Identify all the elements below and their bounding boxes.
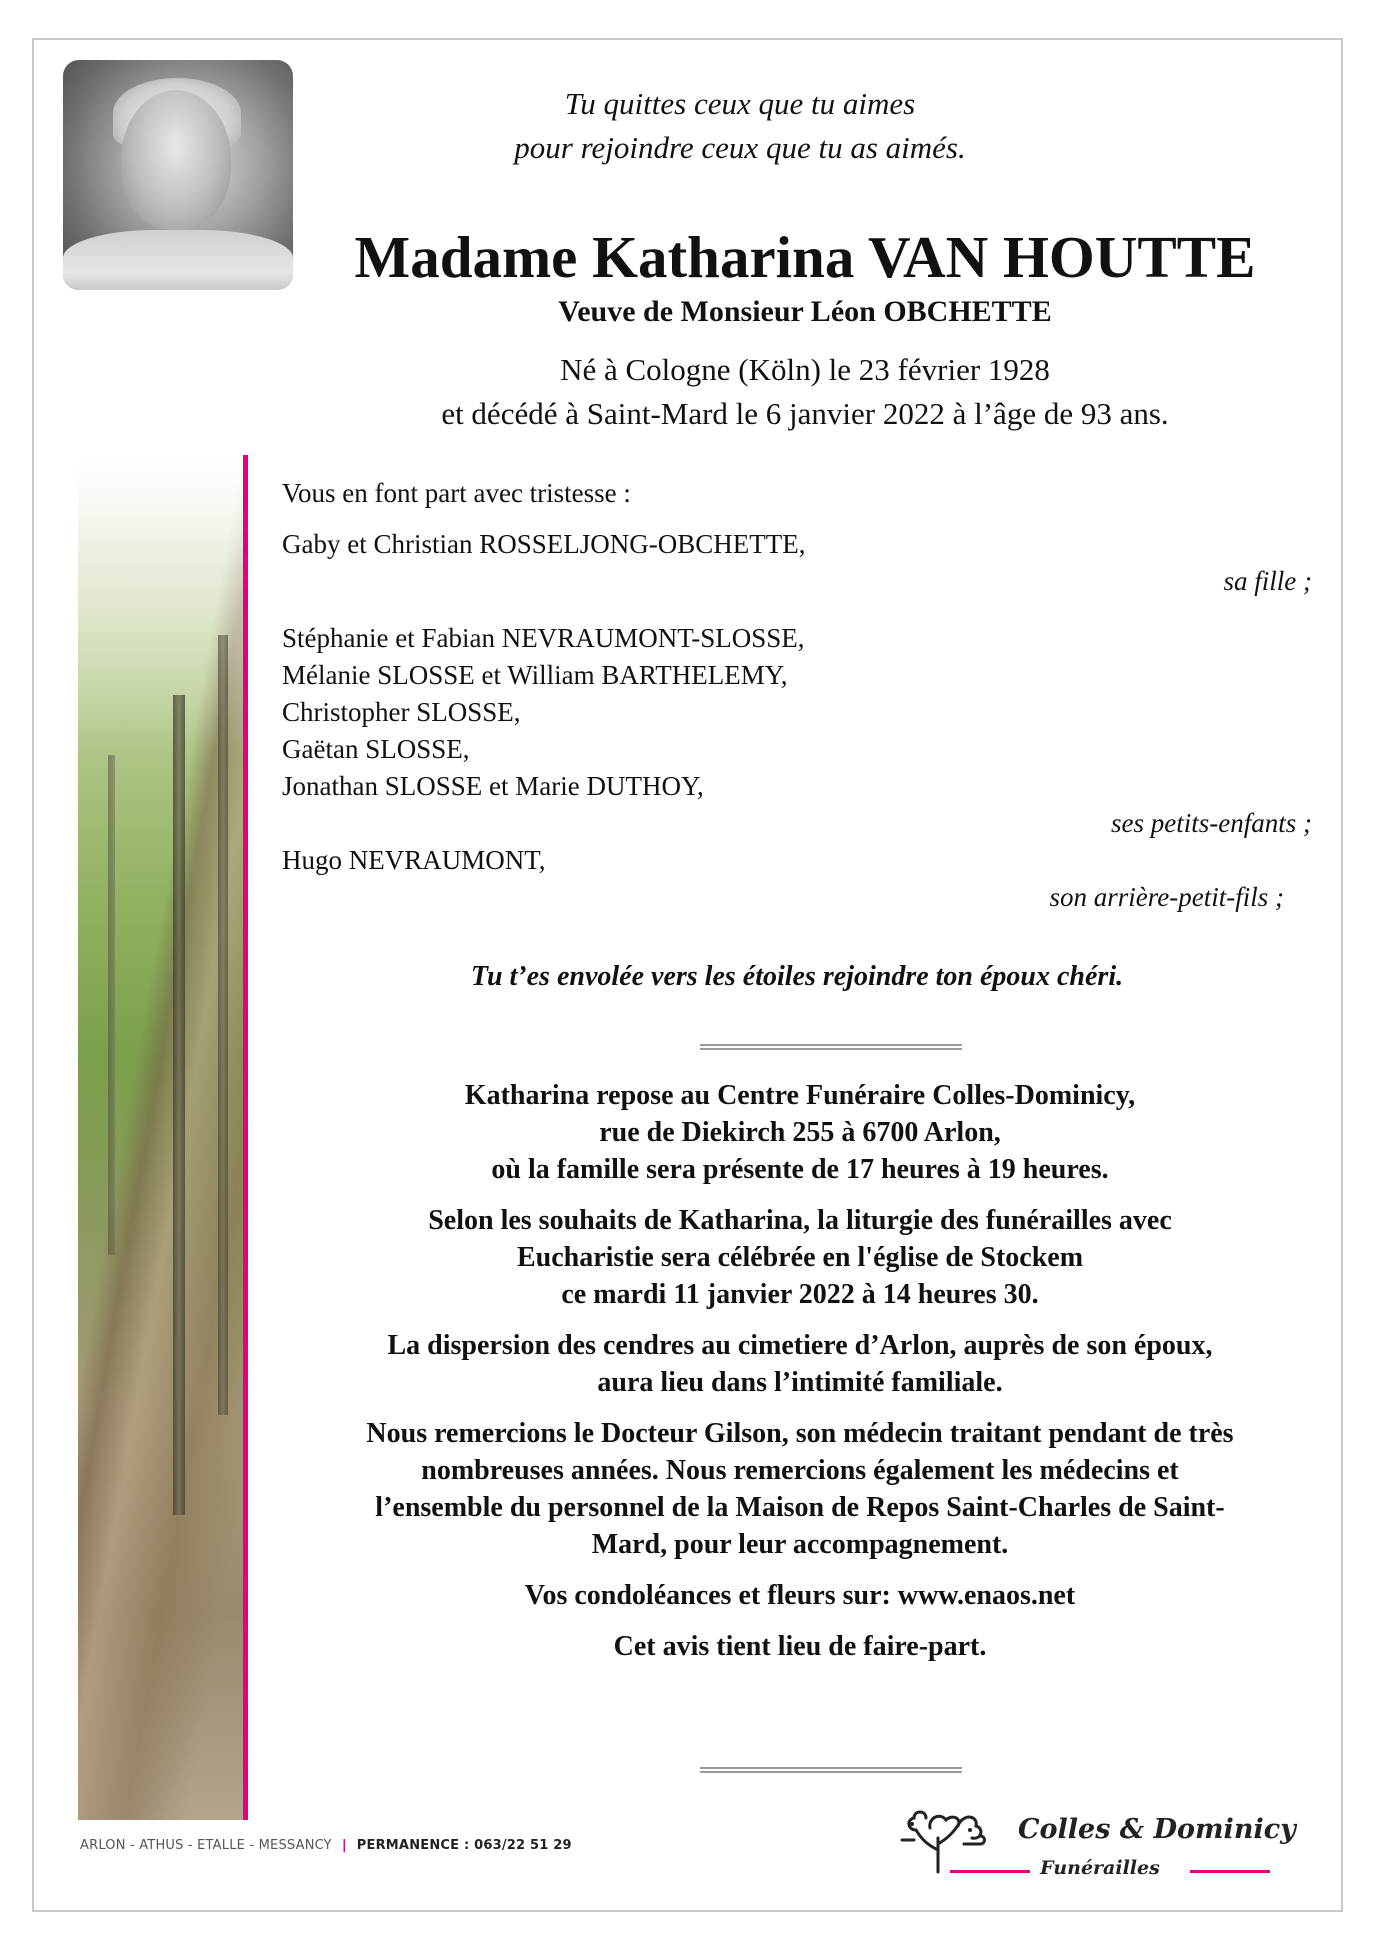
family-member: Mélanie SLOSSE et William BARTHELEMY, bbox=[282, 660, 788, 690]
relation-label: son arrière-petit-fils ; bbox=[1049, 882, 1284, 912]
ceremony-paragraph: Selon les souhaits de Katharina, la liturgie des funérailles avec Eucharistie sera célébrée en l'église de Stockem ce mardi 11 janvier 2022 à 14 heures 30. bbox=[428, 1205, 1172, 1310]
divider bbox=[700, 1767, 962, 1773]
opening-quote bbox=[480, 82, 1000, 170]
relation-label: ses petits-enfants ; bbox=[1111, 808, 1312, 838]
condolences-line: Vos condoléances et fleurs sur: www.enaos.net bbox=[524, 1580, 1076, 1611]
birth-line: Né à Cologne (Köln) le 23 février 1928 bbox=[560, 352, 1050, 387]
ashes-paragraph: La dispersion des cendres au cimetiere d’Arlon, auprès de son époux, aura lieu dans l’intimité familiale. bbox=[387, 1330, 1213, 1398]
divider bbox=[700, 1044, 962, 1050]
family-member: Stéphanie et Fabian NEVRAUMONT-SLOSSE, bbox=[282, 623, 805, 653]
relation-label: sa fille ; bbox=[1223, 566, 1312, 596]
widow-of: Veuve de Monsieur Léon OBCHETTE bbox=[558, 295, 1052, 328]
forest-path-image bbox=[78, 455, 248, 1820]
notice-line: Cet avis tient lieu de faire-part. bbox=[613, 1631, 987, 1662]
deceased-name: Madame Katharina VAN HOUTTE bbox=[354, 224, 1256, 290]
accent-bar bbox=[243, 455, 248, 1820]
family-member: Gaby et Christian ROSSELJONG-OBCHETTE, bbox=[282, 529, 806, 559]
quote-line: Tu quittes ceux que tu aimes bbox=[564, 86, 916, 121]
footer-contact bbox=[80, 1838, 572, 1853]
logo-subtitle: Funérailles bbox=[1040, 1857, 1160, 1879]
logo-name: Colles & Dominicy bbox=[1018, 1814, 1296, 1845]
funeral-details bbox=[270, 1077, 1330, 1679]
footer-permanence: PERMANENCE : 063/22 51 29 bbox=[356, 1838, 572, 1853]
footer-separator: | bbox=[341, 1838, 347, 1853]
farewell-message: Tu t’es envolée vers les étoiles rejoindre ton époux chéri. bbox=[470, 961, 1124, 992]
family-member: Christopher SLOSSE, bbox=[282, 697, 521, 727]
family-member: Gaëtan SLOSSE, bbox=[282, 734, 470, 764]
resting-place-paragraph: Katharina repose au Centre Funéraire Colles-Dominicy, rue de Diekirch 255 à 6700 Arlon, où la famille sera présente de 17 heures à 19 heures. bbox=[464, 1080, 1136, 1185]
thanks-paragraph: Nous remercions le Docteur Gilson, son médecin traitant pendant de très nombreuses années. Nous remercions également les médecins et l’ensemble du personnel de la Maison de Repos Saint-Charles de Saint- Mard, pour leur accompagnement. bbox=[366, 1418, 1234, 1560]
family-list bbox=[282, 526, 1312, 916]
family-member: Jonathan SLOSSE et Marie DUTHOY, bbox=[282, 771, 704, 801]
footer-locations: ARLON - ATHUS - ETALLE - MESSANCY bbox=[80, 1838, 332, 1853]
birth-death-info bbox=[300, 348, 1310, 436]
family-member: Hugo NEVRAUMONT, bbox=[282, 845, 546, 875]
funeral-home-logo bbox=[890, 1800, 1310, 1890]
quote-line: pour rejoindre ceux que tu as aimés. bbox=[514, 130, 966, 165]
death-line: et décédé à Saint-Mard le 6 janvier 2022 à l’âge de 93 ans. bbox=[441, 396, 1169, 431]
portrait-photo bbox=[63, 60, 293, 290]
family-intro: Vous en font part avec tristesse : bbox=[282, 478, 631, 508]
logo-line-right bbox=[1190, 1870, 1270, 1873]
